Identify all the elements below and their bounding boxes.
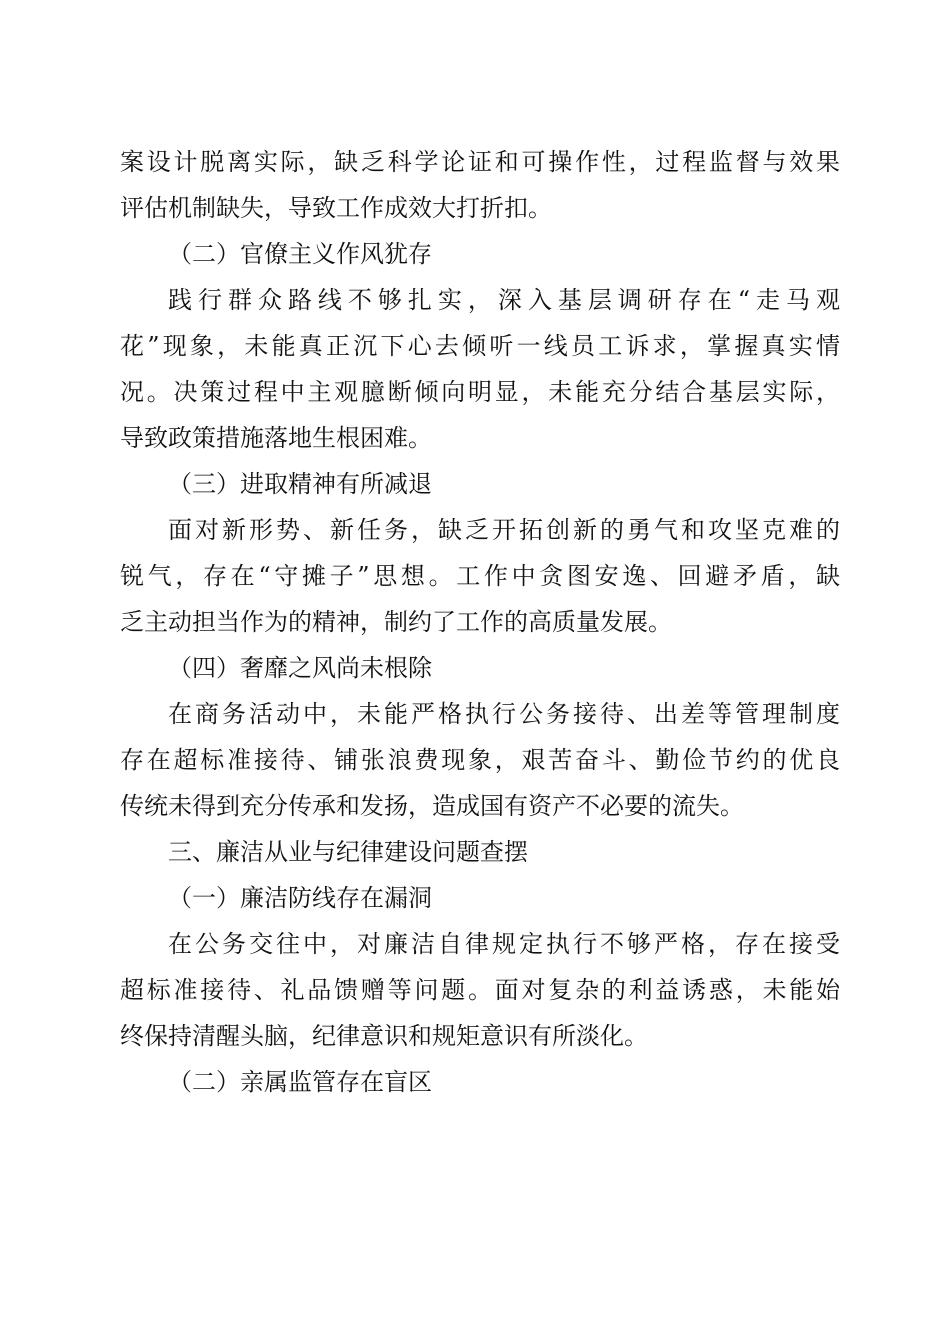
paragraph-line: 在商务活动中，未能严格执行公务接待、出差等管理制度 — [168, 700, 840, 728]
paragraph-line: 存在超标准接待、铺张浪费现象，艰苦奋斗、勤俭节约的优良 — [120, 746, 840, 774]
paragraph-line: 案设计脱离实际，缺乏科学论证和可操作性，过程监督与效果 — [120, 148, 840, 176]
paragraph-line: 在公务交往中，对廉洁自律规定执行不够严格，存在接受 — [168, 930, 840, 958]
paragraph-line: 花”现象，未能真正沉下心去倾听一线员工诉求，掌握真实情 — [120, 332, 840, 360]
subsection-heading: （二）亲属监管存在盲区 — [168, 1068, 432, 1096]
paragraph-line: 终保持清醒头脑，纪律意识和规矩意识有所淡化。 — [120, 1022, 648, 1050]
paragraph-line: 评估机制缺失，导致工作成效大打折扣。 — [120, 194, 552, 222]
paragraph-line: 践行群众路线不够扎实，深入基层调研存在“走马观 — [168, 286, 840, 314]
subsection-heading: （二）官僚主义作风犹存 — [168, 240, 432, 268]
section-heading: 三、廉洁从业与纪律建设问题查摆 — [168, 838, 528, 866]
paragraph-line: 面对新形势、新任务，缺乏开拓创新的勇气和攻坚克难的 — [168, 516, 840, 544]
subsection-heading: （三）进取精神有所减退 — [168, 470, 432, 498]
paragraph-line: 乏主动担当作为的精神，制约了工作的高质量发展。 — [120, 608, 672, 636]
paragraph-line: 传统未得到充分传承和发扬，造成国有资产不必要的流失。 — [120, 792, 744, 820]
paragraph-line: 况。决策过程中主观臆断倾向明显，未能充分结合基层实际， — [120, 378, 840, 406]
subsection-heading: （四）奢靡之风尚未根除 — [168, 654, 432, 682]
paragraph-line: 导致政策措施落地生根困难。 — [120, 424, 432, 452]
paragraph-line: 锐气，存在“守摊子”思想。工作中贪图安逸、回避矛盾，缺 — [120, 562, 840, 590]
paragraph-line: 超标准接待、礼品馈赠等问题。面对复杂的利益诱惑，未能始 — [120, 976, 840, 1004]
subsection-heading: （一）廉洁防线存在漏洞 — [168, 884, 432, 912]
